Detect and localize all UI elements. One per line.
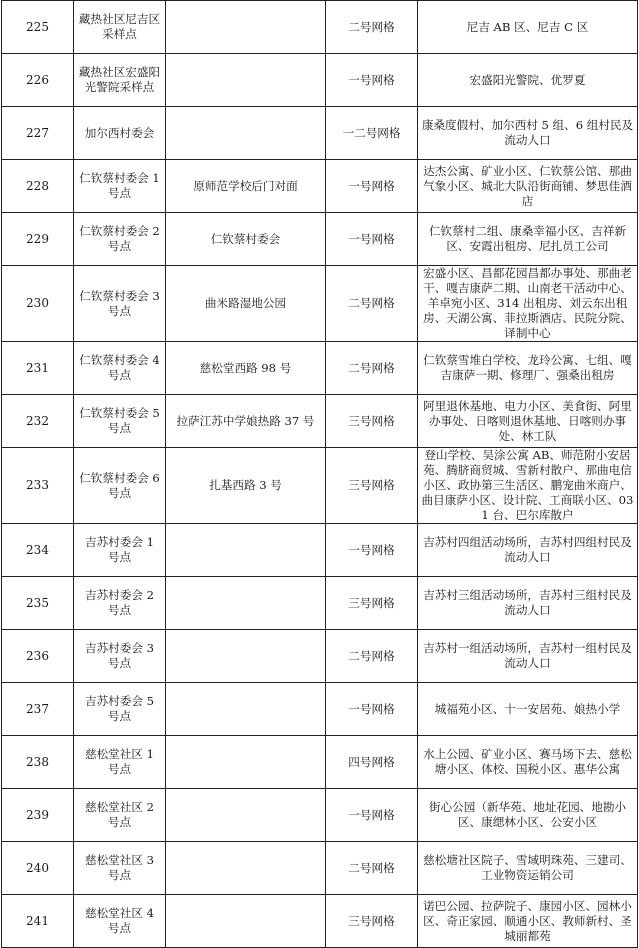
table-row: [2, 342, 638, 395]
site-address: [166, 630, 326, 683]
grid-label: 一号网格: [326, 789, 418, 842]
row-number: 227: [2, 107, 74, 160]
table-row: [2, 630, 638, 683]
row-number: 228: [2, 160, 74, 213]
table-row: [2, 577, 638, 630]
grid-label: 二号网格: [326, 842, 418, 895]
coverage-area: 吉苏村三组活动场所，吉苏村三组村民及流动人口: [418, 577, 638, 630]
site-address: 仁钦蔡村委会: [166, 213, 326, 266]
site-name: 仁钦蔡村委会 5 号点: [74, 395, 166, 448]
row-number: 237: [2, 683, 74, 736]
coverage-area: 水上公园、矿业小区、赛马场下去、慈松塘小区、体校、国税小区、惠华公寓: [418, 736, 638, 789]
row-number: 230: [2, 266, 74, 342]
table-row: [2, 107, 638, 160]
table-row: [2, 524, 638, 577]
coverage-area: 街心公园（新华苑、地址花园、地勘小区、康缌林小区、公安小区: [418, 789, 638, 842]
coverage-area: 宏盛小区、昌都花园昌都办事处、那曲老干、嘎吉康萨二期、山南老干活动中心、羊卓宛小区、314 出租房、刘云东出租房、天湖公寓、菲拉斯酒店、民院分院、译制中心: [418, 266, 638, 342]
site-address: [166, 107, 326, 160]
site-address: 扎基西路 3 号: [166, 448, 326, 524]
site-address: 曲米路湿地公园: [166, 266, 326, 342]
coverage-area: 达杰公寓、矿业小区、仁钦蔡公馆、那曲气象小区、城北大队沿街商铺、梦思佳酒店: [418, 160, 638, 213]
site-address: [166, 524, 326, 577]
table-row: [2, 395, 638, 448]
site-name: 吉苏村委会 1 号点: [74, 524, 166, 577]
coverage-area: 仁钦蔡雪堆白学校、龙玲公寓、七组、嘎吉康萨一期、修理厂、强桑出租房: [418, 342, 638, 395]
table-row: [2, 266, 638, 342]
table-row: [2, 736, 638, 789]
site-address: [166, 577, 326, 630]
table-row: [2, 842, 638, 895]
site-name: 吉苏村委会 3 号点: [74, 630, 166, 683]
table-row: [2, 683, 638, 736]
coverage-area: 仁钦蔡村二组、康桑幸福小区、吉祥新区、安霞出租房、尼扎员工公司: [418, 213, 638, 266]
coverage-area: 吉苏村一组活动场所，吉苏村一组村民及流动人口: [418, 630, 638, 683]
site-name: 吉苏村委会 5 号点: [74, 683, 166, 736]
row-number: 236: [2, 630, 74, 683]
coverage-area: 城福苑小区、十一安居苑、娘热小学: [418, 683, 638, 736]
site-name: 仁钦蔡村委会 3 号点: [74, 266, 166, 342]
row-number: 239: [2, 789, 74, 842]
grid-label: 一二号网格: [326, 107, 418, 160]
site-address: [166, 54, 326, 107]
table-row: [2, 160, 638, 213]
site-name: 仁钦蔡村委会 4 号点: [74, 342, 166, 395]
table-row: [2, 448, 638, 524]
grid-label: 四号网格: [326, 736, 418, 789]
coverage-area: 诺巴公园、拉萨院子、康园小区、园林小区、奇正家园、顺通小区、教师新村、圣城丽都苑: [418, 895, 638, 948]
table-row: [2, 213, 638, 266]
grid-label: 三号网格: [326, 395, 418, 448]
site-address: [166, 736, 326, 789]
table-row: [2, 789, 638, 842]
site-name: 藏热社区尼吉区采样点: [74, 1, 166, 54]
row-number: 229: [2, 213, 74, 266]
row-number: 235: [2, 577, 74, 630]
coverage-area: 慈松塘社区院子、雪域明珠苑、三建司、工业物资运销公司: [418, 842, 638, 895]
grid-label: 一号网格: [326, 54, 418, 107]
grid-label: 二号网格: [326, 630, 418, 683]
row-number: 241: [2, 895, 74, 948]
coverage-area: 尼吉 AB 区、尼吉 C 区: [418, 1, 638, 54]
site-address: [166, 683, 326, 736]
grid-label: 一号网格: [326, 160, 418, 213]
site-name: 慈松堂社区 3 号点: [74, 842, 166, 895]
row-number: 234: [2, 524, 74, 577]
sampling-site-table: [1, 0, 638, 948]
row-number: 238: [2, 736, 74, 789]
site-name: 仁钦蔡村委会 6 号点: [74, 448, 166, 524]
grid-label: 二号网格: [326, 342, 418, 395]
coverage-area: 康桑度假村、加尔西村 5 组、6 组村民及流动人口: [418, 107, 638, 160]
table-row: [2, 895, 638, 948]
site-address: 慈松堂西路 98 号: [166, 342, 326, 395]
row-number: 231: [2, 342, 74, 395]
site-name: 慈松堂社区 1 号点: [74, 736, 166, 789]
coverage-area: 阿里退休基地、电力小区、美食街、阿里办事处、日喀则退休基地、日喀则办事处、林工队: [418, 395, 638, 448]
row-number: 232: [2, 395, 74, 448]
site-name: 仁钦蔡村委会 2 号点: [74, 213, 166, 266]
grid-label: 二号网格: [326, 266, 418, 342]
site-address: [166, 842, 326, 895]
grid-label: 三号网格: [326, 577, 418, 630]
row-number: 225: [2, 1, 74, 54]
row-number: 240: [2, 842, 74, 895]
grid-label: 一号网格: [326, 213, 418, 266]
grid-label: 三号网格: [326, 895, 418, 948]
site-name: 仁钦蔡村委会 1 号点: [74, 160, 166, 213]
site-name: 慈松堂社区 2 号点: [74, 789, 166, 842]
coverage-area: 吉苏村四组活动场所，吉苏村四组村民及流动人口: [418, 524, 638, 577]
grid-label: 一号网格: [326, 683, 418, 736]
site-name: 藏热社区宏盛阳光警院采样点: [74, 54, 166, 107]
coverage-area: 宏盛阳光警院、优罗夏: [418, 54, 638, 107]
site-name: 慈松堂社区 4 号点: [74, 895, 166, 948]
site-address: [166, 895, 326, 948]
coverage-area: 登山学校、吴涂公寓 AB、师范附小安居苑、腾脐商贸城、雪新村散户、那曲电信小区、政协第三生活区、鹏宠曲米商户、曲目康萨小区、设计院、工商联小区、031 台、巴尔库散户: [418, 448, 638, 524]
grid-label: 三号网格: [326, 448, 418, 524]
site-name: 吉苏村委会 2 号点: [74, 577, 166, 630]
grid-label: 二号网格: [326, 1, 418, 54]
site-address: 原师范学校后门对面: [166, 160, 326, 213]
table-row: [2, 1, 638, 54]
row-number: 226: [2, 54, 74, 107]
site-address: [166, 789, 326, 842]
table-row: [2, 54, 638, 107]
site-name: 加尔西村委会: [74, 107, 166, 160]
row-number: 233: [2, 448, 74, 524]
site-address: [166, 1, 326, 54]
grid-label: 一号网格: [326, 524, 418, 577]
site-address: 拉萨江苏中学娘热路 37 号: [166, 395, 326, 448]
